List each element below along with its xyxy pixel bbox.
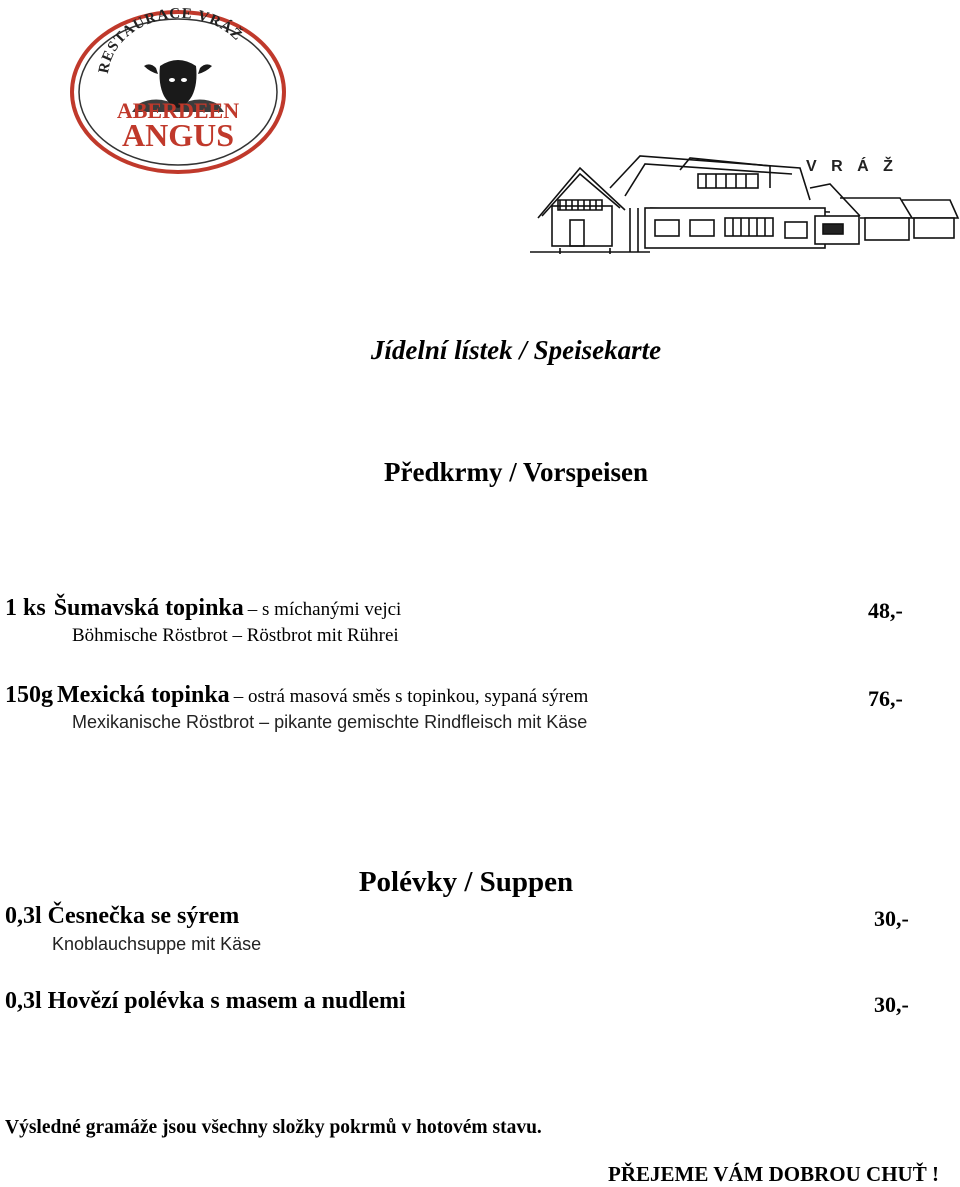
footer-note: Výsledné gramáže jsou všechny složky pokrmů v hotovém stavu. [5,1117,542,1138]
item-german: Böhmische Röstbrot – Röstbrot mit Rührei [72,625,399,646]
starters-heading: Předkrmy / Vorspeisen [383,457,648,487]
logo-line1: ABERDEEN [116,98,240,123]
item-name: Šumavská topinka [53,595,244,621]
item-desc: – s míchanými vejci [247,599,402,620]
soups-heading: Polévky / Suppen [358,866,574,898]
item-price: 48,- [868,598,903,623]
item-qty: 150g [5,682,53,708]
starter-item [5,595,401,622]
item-qty: 1 ks [5,595,46,621]
item-german: Mexikanische Röstbrot – pikante gemischte Rindfleisch mit Käse [72,712,588,732]
item-line: 0,3l Česnečka se sýrem [5,903,240,929]
soup-item [5,988,406,1015]
starter-item [5,682,588,709]
item-price: 30,- [874,906,909,931]
item-price: 30,- [874,992,909,1017]
logo-line2: ANGUS [121,117,235,153]
logo-arc-text: RESTAURACE VRÁŽ [95,6,246,75]
building-label: V R Á Ž [806,158,898,175]
item-german: Knoblauchsuppe mit Käse [52,934,262,954]
item-line: 0,3l Hovězí polévka s masem a nudlemi [5,988,406,1014]
restaurant-logo [68,6,288,174]
soup-item [5,903,239,930]
menu-title: Jídelní lístek / Speisekarte [370,335,662,365]
item-name: Mexická topinka [57,682,230,708]
footer-wish: PŘEJEME VÁM DOBROU CHUŤ ! [608,1162,939,1186]
item-price: 76,- [868,686,903,711]
item-desc: – ostrá masová směs s topinkou, sypaná sýrem [233,686,589,707]
